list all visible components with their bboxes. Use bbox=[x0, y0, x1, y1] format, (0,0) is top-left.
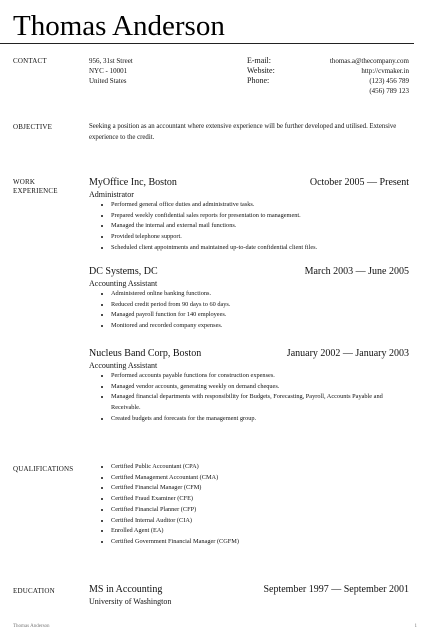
job-company: MyOffice Inc, Boston bbox=[89, 177, 177, 188]
list-item: • Certified Internal Auditor (CIA) bbox=[111, 516, 239, 527]
job-role: Accounting Assistant bbox=[89, 361, 158, 370]
qualifications-list-wrap bbox=[89, 462, 239, 548]
list-item: • Managed the internal and external mail functions. bbox=[111, 221, 409, 232]
list-item: • Certified Financial Manager (CFM) bbox=[111, 483, 239, 494]
section-label-qualifications: QUALIFICATIONS bbox=[13, 465, 74, 473]
qualifications-list bbox=[89, 462, 239, 548]
job-role: Administrator bbox=[89, 190, 134, 199]
education-header bbox=[89, 584, 409, 596]
list-item: • Monitored and recorded company expenses. bbox=[111, 321, 409, 332]
list-item: • Certified Financial Planner (CFP) bbox=[111, 505, 239, 516]
job-role: Accounting Assistant bbox=[89, 279, 158, 288]
header-rule bbox=[0, 43, 414, 44]
phone-secondary: (456) 789 123 bbox=[369, 87, 409, 95]
job-entry bbox=[89, 266, 409, 332]
email-label: E-mail: bbox=[247, 56, 271, 65]
address-line: United States bbox=[89, 77, 127, 85]
list-item: • Performed accounts payable functions for construction expenses. bbox=[111, 371, 396, 382]
website-link[interactable]: http://cvmaker.in bbox=[361, 67, 409, 75]
list-item: • Managed vendor accounts, generating weekly on demand cheques. bbox=[111, 382, 396, 393]
section-label-line: WORK bbox=[13, 178, 36, 186]
footer-name: Thomas Anderson bbox=[13, 624, 50, 629]
phone-label: Phone: bbox=[247, 76, 270, 85]
section-label-contact: CONTACT bbox=[13, 57, 47, 65]
email-link[interactable]: thomas.a@thecompany.com bbox=[329, 57, 409, 65]
list-item: • Reduced credit period from 90 days to 60 days. bbox=[111, 300, 409, 311]
job-header bbox=[89, 348, 409, 360]
job-duties-list bbox=[89, 200, 409, 254]
job-dates: October 2005 — Present bbox=[309, 177, 409, 188]
contact-address bbox=[89, 56, 133, 86]
section-label-line: EXPERIENCE bbox=[13, 187, 58, 195]
contact-values bbox=[330, 56, 409, 96]
job-dates: January 2002 — January 2003 bbox=[286, 348, 409, 359]
job-duties-list bbox=[89, 371, 396, 425]
list-item: • Performed general office duties and administrative tasks. bbox=[111, 200, 409, 211]
address-line: 956, 31st Street bbox=[89, 57, 133, 65]
job-header bbox=[89, 177, 409, 189]
phone-primary: (123) 456 789 bbox=[369, 77, 409, 85]
job-duties-list bbox=[89, 289, 409, 332]
resume-name: Thomas Anderson bbox=[13, 10, 225, 42]
job-header bbox=[89, 266, 409, 278]
list-item: • Certified Government Financial Manager (CGFM) bbox=[111, 537, 239, 548]
job-entry bbox=[89, 177, 409, 254]
list-item: • Provided telephone support. bbox=[111, 232, 409, 243]
education-degree: MS in Accounting bbox=[89, 584, 163, 595]
list-item: • Prepared weekly confidential sales reports for presentation to management. bbox=[111, 211, 409, 222]
list-item: • Administered online banking functions. bbox=[111, 289, 409, 300]
list-item: • Certified Public Accountant (CPA) bbox=[111, 462, 239, 473]
education-dates: September 1997 — September 2001 bbox=[263, 584, 409, 595]
job-entry bbox=[89, 348, 409, 425]
section-label-objective: OBJECTIVE bbox=[13, 123, 53, 131]
job-company: DC Systems, DC bbox=[89, 266, 158, 277]
page-number: 1 bbox=[414, 624, 417, 629]
list-item: • Scheduled client appointments and maintained up-to-date confidential client files. bbox=[111, 243, 409, 254]
list-item: • Enrolled Agent (EA) bbox=[111, 526, 239, 537]
education-entry bbox=[89, 584, 409, 607]
section-label-work-experience bbox=[13, 178, 58, 196]
list-item: • Certified Fraud Examiner (CFE) bbox=[111, 494, 239, 505]
list-item: • Created budgets and forecasts for the management group. bbox=[111, 414, 396, 425]
address-line: NYC - 10001 bbox=[89, 67, 128, 75]
list-item: • Managed financial departments with responsibility for Budgets, Forecasting, Payroll, Accounts Payable and Receivable. bbox=[111, 392, 396, 413]
website-label: Website: bbox=[247, 66, 275, 75]
list-item: • Certified Management Accountant (CMA) bbox=[111, 473, 239, 484]
job-dates: March 2003 — June 2005 bbox=[304, 266, 409, 277]
contact-labels bbox=[247, 56, 275, 86]
list-item: • Managed payroll function for 140 employees. bbox=[111, 310, 409, 321]
education-school: University of Washington bbox=[89, 597, 172, 606]
job-company: Nucleus Band Corp, Boston bbox=[89, 348, 202, 359]
section-label-education: EDUCATION bbox=[13, 587, 55, 595]
objective-text: Seeking a position as an accountant where extensive experience will be further developed and utilised. Extensive experience to the credit. bbox=[89, 123, 397, 141]
